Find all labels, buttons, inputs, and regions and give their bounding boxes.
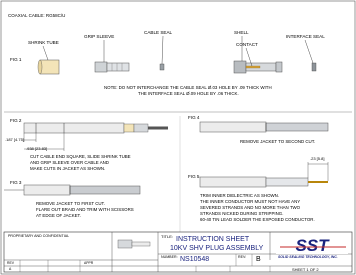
- fig4-cable: [200, 122, 328, 132]
- rev-row-value: A: [9, 267, 12, 271]
- fig3-cable: [4, 185, 140, 195]
- fig1-label: FIG 1: [10, 57, 22, 62]
- rev-column-header: REV: [7, 261, 14, 265]
- fig3-text-line-3: AT EDGE OF JACKET.: [36, 213, 81, 218]
- fig4-label: FIG 4: [188, 115, 200, 120]
- fig2-text-line-1: CUT CABLE END SQUARE, SLIDE SHRINK TUBE: [30, 154, 131, 159]
- fig5-cable: [200, 177, 328, 187]
- fig4-text: REMOVE JACKET TO SECOND CUT.: [240, 139, 316, 144]
- fig2-label: FIG 2: [10, 118, 22, 123]
- label-contact: CONTACT: [236, 42, 258, 47]
- doc-number: NS10548: [180, 256, 210, 263]
- number-label: NUMBER:: [161, 255, 178, 259]
- fig1-note-line-2: THE INTERFACE SEAL Ø.09 HOLE BY .06 THICK.: [138, 91, 239, 96]
- fig3-label: FIG 3: [10, 180, 22, 185]
- title-block-connector-sketch: [118, 240, 150, 248]
- fig2-dim-a: .187 [4.75]: [5, 137, 24, 142]
- fig2-cable: [24, 123, 168, 133]
- label-interface-seal: INTERFACE SEAL: [286, 34, 325, 39]
- fig5-text-line-3: SEVERED STRANDS AND NO MORE THAN TWO: [200, 205, 301, 210]
- svg-text:SST: SST: [295, 236, 329, 255]
- fig1-shrink-tube: [38, 60, 59, 74]
- appr-column-header: APPR: [84, 261, 94, 265]
- doc-title-line-2: 10KV SHV PLUG ASSEMBLY: [170, 245, 264, 252]
- fig2-text-line-2: AND GRIP SLEEVE OVER CABLE AND: [30, 160, 109, 165]
- cable-spec: COAXIAL CABLE: RG58C/U: [8, 13, 66, 18]
- label-shell: SHELL: [234, 30, 249, 35]
- fig2-dim-b: .938 [23.83]: [26, 146, 48, 151]
- fig5-text-line-4: STRANDS NICKED DURING STRIPPING.: [200, 211, 284, 216]
- fig1-interface-seal: [312, 63, 316, 71]
- label-shrink-tube: SHRINK TUBE: [28, 40, 59, 45]
- fig1-leaders: [43, 36, 313, 66]
- rev-label: REV:: [238, 255, 247, 259]
- company-name: SOLID SEALING TECHNOLOGY, INC.: [278, 255, 338, 259]
- doc-title-line-1: INSTRUCTION SHEET: [176, 236, 250, 243]
- fig2-text-line-3: MAKE CUTS IN JACKET AS SHOWN.: [30, 166, 106, 171]
- fig5-label: FIG 5: [188, 174, 200, 179]
- fig3-text-line-1: REMOVE JACKET TO FIRST CUT.: [36, 201, 105, 206]
- proprietary-notice: PROPRIETARY AND CONFIDENTIAL: [8, 234, 70, 238]
- sst-logo: [276, 236, 348, 255]
- sheet-number: SHEET 1 OF 2: [292, 267, 319, 272]
- fig5-text-line-2: THE INNER CONDUCTOR MUST NOT HAVE ANY: [200, 199, 301, 204]
- fig3-text-line-2: FLARE OUT BRAID AND TRIM WITH SCISSORS: [36, 207, 134, 212]
- fig1-note-line-1: NOTE: DO NOT INTERCHANGE THE CABLE SEAL Ø.03 HOLE BY .09 THICK WITH: [104, 85, 272, 90]
- label-grip-sleeve: GRIP SLEEVE: [84, 34, 115, 39]
- fig5-dim: .23 [5.8]: [310, 156, 325, 161]
- fig1-contact: [246, 66, 260, 68]
- doc-rev: B: [256, 256, 261, 263]
- label-cable-seal: CABLE SEAL: [144, 30, 173, 35]
- fig5-text-line-1: TRIM INNER DIELECTRIC AS SHOWN.: [200, 193, 280, 198]
- title-label: TITLE:: [161, 234, 174, 239]
- fig1-cable-seal: [160, 64, 164, 70]
- fig1-grip-sleeve: [95, 62, 129, 72]
- fig5-text-line-5: 60-40 TIN LEAD SOLDER THE EXPOSED CONDUCTOR.: [200, 217, 315, 222]
- fig5-dimension-lines: [308, 162, 328, 181]
